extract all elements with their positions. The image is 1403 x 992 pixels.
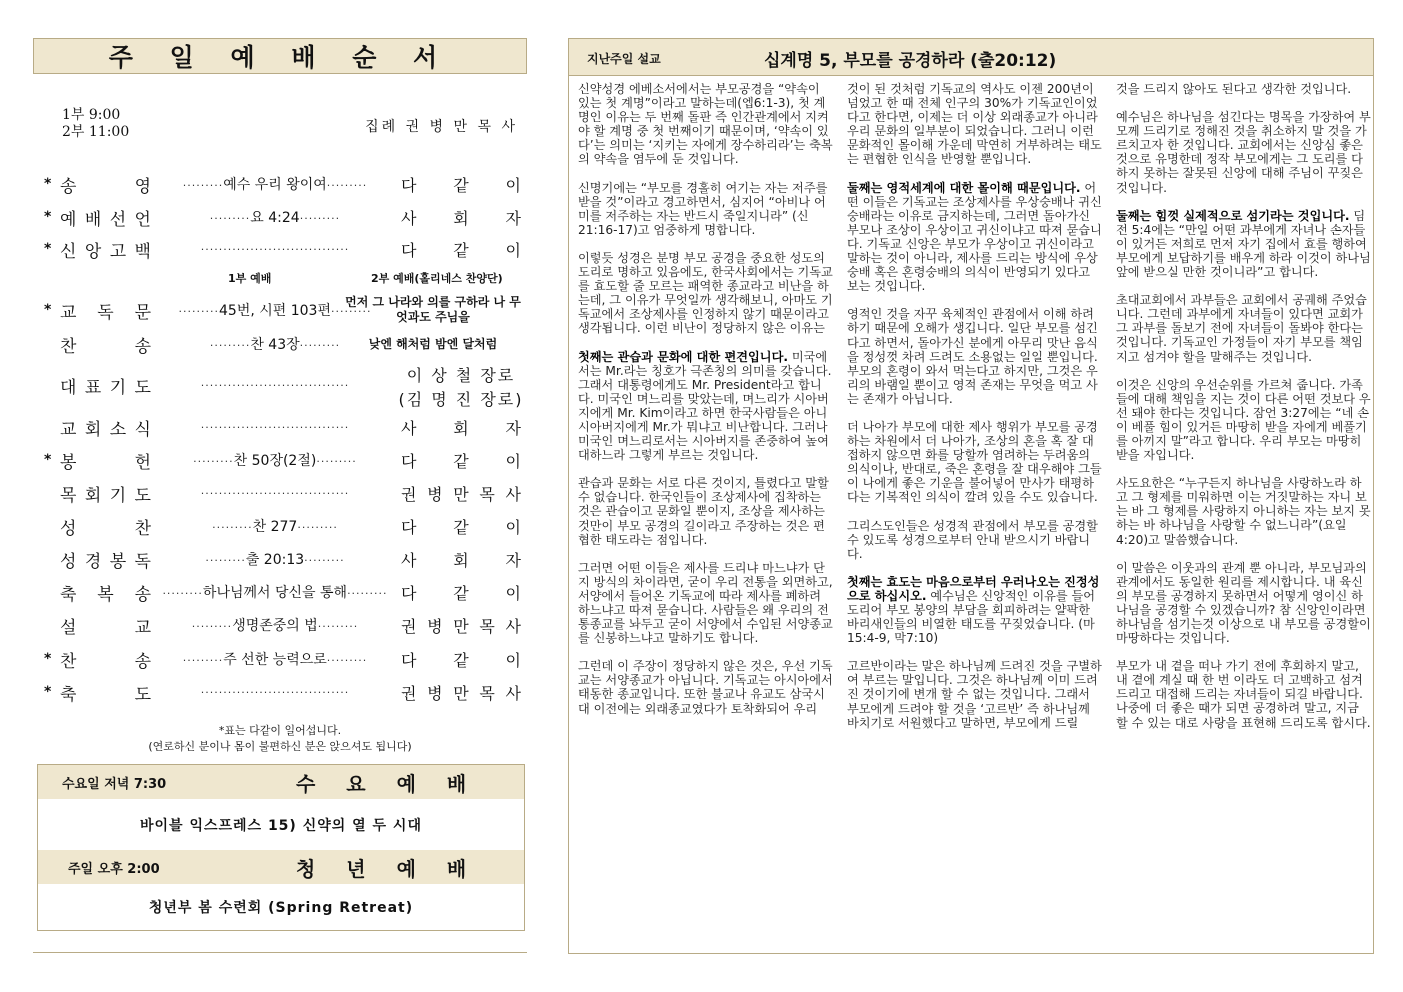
order-leader: 다 같 이 bbox=[401, 451, 521, 471]
sermon-paragraph: 고르반이라는 말은 하나님께 드려진 것을 구별하여 부르는 말입니다. 그것은 하나님께 이미 드려진 것이기에 변개 할 수 없는 것입니다. 그래서 부모에게 드려야 할 것을 ‘고르반’ 즉 하나님께 바치기로 서원했다고 말하면, 부모에게 드릴 bbox=[847, 659, 1102, 730]
order-content: ·········출 20:13········· bbox=[205, 552, 345, 568]
order-content: ································· bbox=[200, 686, 350, 699]
sermon-paragraph: 그리스도인들은 성경적 관점에서 부모를 공경할 수 있도록 성경으로부터 안내 받으시기 바랍니다. bbox=[847, 518, 1098, 561]
order-row bbox=[44, 205, 522, 229]
order-content: ·········45번, 시편 103편········· bbox=[178, 303, 372, 319]
order-content-text: 45번, 시편 103편 bbox=[219, 303, 331, 319]
sermon-paragraph: 예수님은 하나님을 섬긴다는 명목을 가장하여 부모께 드리기로 정해진 것을 취소하지 말 것을 가르치고자 한 것입니다. 교회에서는 신앙심 좋은 것으로 유명한데 정작 부모에게는 그 도리를 다하지 못하는 잘못된 신앙에 대해 주님이 꾸짖은 것입니다. bbox=[1116, 110, 1371, 195]
order-content: ·········찬 43장········· bbox=[209, 337, 341, 353]
sermon-paragraph: 것을 드리지 않아도 된다고 생각한 것입니다. bbox=[1116, 82, 1352, 96]
first-service-label: 1부 예배 bbox=[228, 272, 272, 285]
order-label: 송 영 bbox=[60, 176, 152, 197]
order-of-worship-title: 주 일 예 배 순 서 bbox=[33, 38, 527, 74]
order-content: ·········찬 50장(2절)········· bbox=[193, 453, 357, 469]
sermon-paragraph: 사도요한은 “누구든지 하나님을 사랑하노라 하고 그 형제를 미워하면 이는 거짓말하는 자니 보는 바 그 형제를 사랑하지 아니하는 자는 보지 못하는 바 하나님을 사랑할 수 없느니라”(요일4:20)고 말씀했습니다. bbox=[1116, 476, 1371, 547]
order-row bbox=[44, 580, 522, 604]
order-leader: 다 같 이 bbox=[401, 517, 521, 537]
sermon-paragraph: 그러면 어떤 이들은 제사를 드리냐 마느냐가 단지 방식의 차이라면, 굳이 우리 전통을 외면하고, 서양에서 들어온 기독교에 따라 제사를 폐하려 하느냐고 따져 묻습니다. 사람들은 왜 우리의 전통종교를 놔두고 굳이 서양에서 수입된 서양종교를 신봉하느냐고 말하기도 합니다. bbox=[578, 560, 833, 646]
wednesday-service-box bbox=[37, 764, 525, 852]
sermon-column-3 bbox=[1116, 82, 1371, 744]
order-label: 축 도 bbox=[60, 684, 152, 705]
order-leader: 다 같 이 bbox=[401, 583, 521, 603]
youth-service-box bbox=[37, 850, 525, 931]
order-content-text: 출 20:13 bbox=[245, 552, 305, 568]
order-label: 찬 송 bbox=[60, 651, 152, 672]
sermon-paragraph: 신명기에는 “부모를 경홀히 여기는 자는 저주를 받을 것”이라고 경고하면서, 심지어 “아비나 어미를 저주하는 자는 반드시 죽일지니라” (신21:16-17)고 엄중하게 명합니다. bbox=[578, 180, 828, 237]
order-row bbox=[44, 481, 522, 505]
standing-note: *표는 다같이 일어섭니다. bbox=[218, 724, 342, 737]
order-content: ·········찬 277········· bbox=[212, 519, 338, 535]
order-label: 교 독 문 bbox=[60, 302, 152, 323]
order-label: 예 배 선 언 bbox=[60, 209, 152, 230]
sermon-paragraph: 초대교회에서 과부들은 교회에서 공궤해 주었습니다. 그런데 과부에게 자녀들이 있다면 교회가 그 과부를 돌보기 전에 자녀들이 돌봐야 한다는 것입니다. 기독교인 가정들이 자기 부모를 책임지고 섬겨야 할을 말해주는 것입니다. bbox=[1116, 293, 1367, 364]
sermon-paragraph: 둘째는 힘껏 실제적으로 섬기라는 것입니다. 딤전 5:4에는 “만일 어떤 과부에게 자녀나 손자들이 있거든 저희로 먼저 자기 집에서 효를 행하여 부모에게 보답하기를 배우게 하라 이것이 하나님 앞에 받으실 만한 것이니라”고 합니다. bbox=[1116, 208, 1371, 280]
sermon-paragraph: 관습과 문화는 서로 다른 것이지, 틀렸다고 말할 수 없습니다. 한국인들이 조상제사에 집착하는 것은 관습이고 문화일 뿐이지, 조상을 제사하는 것만이 부모 공경의 길이라고 주장하는 것은 편협한 태도라는 점입니다. bbox=[578, 476, 829, 547]
order-content: ································· bbox=[200, 421, 350, 434]
order-label: 성 찬 bbox=[60, 518, 152, 539]
order-content: ·········요 4:24········· bbox=[209, 210, 341, 226]
wednesday-time: 수요일 저녁 7:30 bbox=[62, 776, 167, 792]
order-leader: 권 병 만 목 사 bbox=[401, 484, 521, 504]
order-content-text: 찬 43장 bbox=[250, 337, 300, 353]
service-time-first: 1부 9:00 bbox=[62, 107, 121, 123]
order-leader: 사 회 자 bbox=[401, 208, 521, 228]
sermon-paragraph: 첫째는 효도는 마음으로부터 우러나오는 진정성으로 하십시오. 예수님은 신앙적인 이유를 들어 도리어 부모 봉양의 부담을 회피하려는 얄팍한 바리새인들의 비열한 태도를 꾸짖었습니다. (마15:4-9, 막7:10) bbox=[847, 574, 1100, 646]
order-content: ·········하나님께서 당신을 통해········· bbox=[162, 585, 388, 601]
order-label: 목 회 기 도 bbox=[60, 485, 152, 506]
order-row bbox=[44, 547, 522, 571]
sermon-paragraph: 이렇듯 성경은 분명 부모 공경을 중요한 성도의 도리로 명하고 있음에도, 한국사회에서는 기독교를 효도할 줄 모르는 패역한 종교라고 비난을 하는데, 그 이유가 무엇일까 생각해보니, 아마도 기독교에서 조상제사를 인정하지 않기 때문이라고 생각됩니다. 이런 비난이 정당하지 않은 이유는 bbox=[578, 250, 833, 336]
sermon-paragraph: 이 말씀은 이웃과의 관계 뿐 아니라, 부모님과의 관계에서도 동일한 원리를 제시합니다. 내 육신의 부모를 공경하지 못하면서 어떻게 영이신 하나님을 공경할 수 있겠습니까? 참 신앙인이라면 하나님을 섬기는것 이상으로 내 부모를 공경할이 마땅하다는 것입니다. bbox=[1116, 560, 1371, 646]
order-leader: 다 같 이 bbox=[401, 650, 521, 670]
order-content-text: 생명존중의 법 bbox=[232, 618, 318, 634]
order-row bbox=[44, 366, 524, 409]
order-leader: 권 병 만 목 사 bbox=[401, 616, 521, 636]
standing-mark: * bbox=[44, 241, 52, 257]
order-label: 찬 송 bbox=[60, 336, 152, 357]
sermon-title: 십계명 5, 부모를 공경하라 (출20:12) bbox=[764, 51, 1057, 71]
youth-title: 청 년 예 배 bbox=[296, 856, 479, 881]
order-leader: 다 같 이 bbox=[401, 175, 521, 195]
standing-mark: * bbox=[44, 209, 52, 225]
sermon-paragraph: 영적인 것을 자꾸 육체적인 관점에서 이해 하려하기 때문에 오해가 생깁니다. 일단 부모를 섬긴다고 하면서, 돌아가신 분에게 아무리 맛난 음식을 정성껏 차려 드려도 소용없는 일일 뿐입니다. 부모의 혼령이 와서 먹는다고 하지만, 그것은 우리의 바램일 뿐이고 영적 존재는 무엇을 먹고 사는 존재가 아닙니다. bbox=[847, 307, 1098, 406]
standing-mark: * bbox=[44, 176, 52, 192]
sermon-paragraph: 그런데 이 주장이 정당하지 않은 것은, 우선 기독교는 서양종교가 아닙니다. 기독교는 아시아에서 태동한 종교입니다. 또한 불교나 유교도 삼국시대 이전에는 외래종교였다가 토착화되어 우리 bbox=[578, 659, 833, 716]
standing-mark: * bbox=[44, 302, 52, 318]
order-row bbox=[44, 680, 522, 704]
order-content: ·········예수 우리 왕이여········· bbox=[182, 177, 368, 193]
order-leader: 다 같 이 bbox=[401, 240, 521, 260]
seating-note: (연로하신 분이나 몸이 불편하신 분은 앉으셔도 됩니다) bbox=[148, 740, 412, 753]
wednesday-topic: 바이블 익스프레스 15) 신약의 열 두 시대 bbox=[140, 818, 422, 834]
order-content-text: 하나님께서 당신을 통해 bbox=[202, 585, 348, 601]
order-content: ·········주 선한 능력으로········· bbox=[182, 652, 368, 668]
order-row bbox=[44, 172, 522, 196]
order-row bbox=[44, 237, 522, 261]
sermon-tag: 지난주일 설교 bbox=[587, 52, 661, 66]
service-time-second: 2부 11:00 bbox=[62, 124, 130, 140]
order-content-text: 찬 277 bbox=[252, 519, 298, 535]
order-row bbox=[44, 415, 522, 439]
order-leader: 권 병 만 목 사 bbox=[401, 683, 521, 703]
sermon-paragraph: 신약성경 에베소서에서는 부모공경을 “약속이 있는 첫 계명”이라고 말하는데(엡6:1-3), 첫 계명인 이유는 두 번째 돌판 즉 인간관계에서 지켜야 할 계명 중 첫 번째이기 때문이며, ‘약속이 있다’는 의미는 ‘지키는 자에게 장수하리라’는 축복의 약속을 염두에 둔 것입니다. bbox=[578, 82, 833, 167]
standing-mark: * bbox=[44, 651, 52, 667]
service-times bbox=[62, 107, 129, 141]
sermon-paragraph: 것이 된 것처럼 기독교의 역사도 이젠 200년이 넘었고 한 때 전체 인구의 30%가 기독교인이었다고 한다면, 이제는 더 이상 외래종교가 아니라 우리 문화의 일부분이 되었습니다. 그러니 이런 문화적인 몰이해 가운데 막연히 거부하려는 태도는 편협한 인식을 반영할 뿐입니다. bbox=[847, 82, 1102, 167]
sermon-column-1 bbox=[578, 82, 833, 730]
order-row bbox=[44, 514, 522, 538]
sermon-column-2 bbox=[847, 82, 1102, 744]
standing-mark: * bbox=[44, 684, 52, 700]
youth-time: 주일 오후 2:00 bbox=[68, 861, 160, 877]
sermon-paragraph: 이것은 신앙의 우선순위를 가르쳐 줍니다. 가족들에 대해 책임을 지는 것이 다른 어떤 것보다 우선 돼야 한다는 것입니다. 잠언 3:27에는 “네 손이 베풀 힘이 있거든 마땅히 받을 자에게 베풀기를 아끼지 말”라고 합니다. 우리 부모는 마땅히 받을 자입니다. bbox=[1116, 377, 1371, 463]
order-leader: 낮엔 해처럼 밤엔 달처럼 bbox=[368, 336, 498, 351]
presider: 집례 권 병 만 목 사 bbox=[365, 119, 518, 135]
second-service-label: 2부 예배(홀리네스 찬양단) bbox=[371, 272, 503, 285]
order-row bbox=[44, 613, 522, 637]
sermon-paragraph: 부모가 내 곁을 떠나 가기 전에 후회하지 말고, 내 곁에 계실 때 한 번 이라도 더 고백하고 섬겨드리고 대접해 드리는 자녀들이 되길 바랍니다. 나중에 더 좋은 때가 되면 공경하려 말고, 지금 할 수 있는 대로 사랑을 표현해 드리도록 합시다. bbox=[1116, 659, 1371, 730]
order-row bbox=[44, 332, 522, 356]
order-leader: 사 회 자 bbox=[401, 418, 521, 438]
wednesday-title: 수 요 예 배 bbox=[296, 771, 479, 796]
order-content-text: 찬 50장(2절) bbox=[233, 453, 317, 469]
order-content-text: 예수 우리 왕이여 bbox=[223, 177, 327, 193]
youth-topic: 청년부 봄 수련회 (Spring Retreat) bbox=[148, 900, 414, 916]
order-content-text: 요 4:24 bbox=[250, 210, 300, 226]
order-content: ································· bbox=[200, 487, 350, 500]
order-row bbox=[44, 647, 522, 671]
order-row bbox=[44, 448, 522, 472]
left-divider bbox=[33, 952, 527, 953]
order-leader: 사 회 자 bbox=[401, 550, 521, 570]
order-label: 설 교 bbox=[60, 617, 152, 638]
order-content-text: 주 선한 능력으로 bbox=[223, 652, 327, 668]
sermon-paragraph: 둘째는 영적세계에 대한 몰이해 때문입니다. 어떤 이들은 기독교는 조상제사를 우상숭배나 귀신숭배라는 이유로 금지하는데, 그러면 돌아가신 부모나 조상이 우상이고 귀신이냐고 따져 묻습니다. 기독교 신앙은 부모가 우상이고 귀신이라고 말하는 것이 아니라, 제사를 드리는 방식에 우상숭배 혹은 혼령숭배의 의식이 반영되기 있다고 보는 것입니다. bbox=[847, 180, 1102, 294]
standing-mark: * bbox=[44, 452, 52, 468]
order-leader: 이 상 철 장로 bbox=[406, 366, 516, 385]
order-leader-sub: (김 명 진 장로) bbox=[398, 390, 524, 409]
sermon-header bbox=[568, 38, 1374, 76]
sermon-paragraph: 첫째는 관습과 문화에 대한 편견입니다. 미국에서는 Mr.라는 칭호가 극존칭의 의미를 갖습니다. 그래서 대통령에게도 Mr. President라고 합니다. 미국인 며느리를 맞았는데, 며느리가 시아버지에게 Mr. Kim이라고 하면 한국사람들은 아니 시아버지에게 Mr.가 뭐냐고 비난합니다. 그러나 미국인 며느리로서는 시아버지를 존중하여 높여 대하느라 그렇게 부르는 것입니다. bbox=[578, 349, 832, 463]
order-label: 봉 헌 bbox=[60, 452, 152, 473]
order-label: 신 앙 고 백 bbox=[60, 241, 152, 262]
order-label: 대 표 기 도 bbox=[60, 377, 152, 398]
sermon-paragraph: 더 나아가 부모에 대한 제사 행위가 부모를 공경하는 차원에서 더 나아가, 조상의 혼을 혹 잘 대접하지 않으면 화를 당할까 염려하는 두려움의 의식이나, 반대로, 죽은 혼령을 잘 대우해야 그들이 나에게 좋은 기운을 불어넣어 만사가 태평하다는 기복적인 의식이 깔려 있을 수도 있습니다. bbox=[847, 419, 1102, 505]
order-content: ·········생명존중의 법········· bbox=[191, 618, 359, 634]
order-label: 교 회 소 식 bbox=[60, 419, 152, 440]
order-label: 축 복 송 bbox=[60, 584, 152, 605]
order-content: ································· bbox=[200, 243, 350, 256]
order-label: 성 경 봉 독 bbox=[60, 551, 152, 572]
order-row bbox=[44, 295, 522, 324]
order-content: ································· bbox=[200, 379, 350, 392]
order-leader: 먼저 그 나라와 의를 구하라 나 무엇과도 주님을 bbox=[345, 295, 521, 324]
